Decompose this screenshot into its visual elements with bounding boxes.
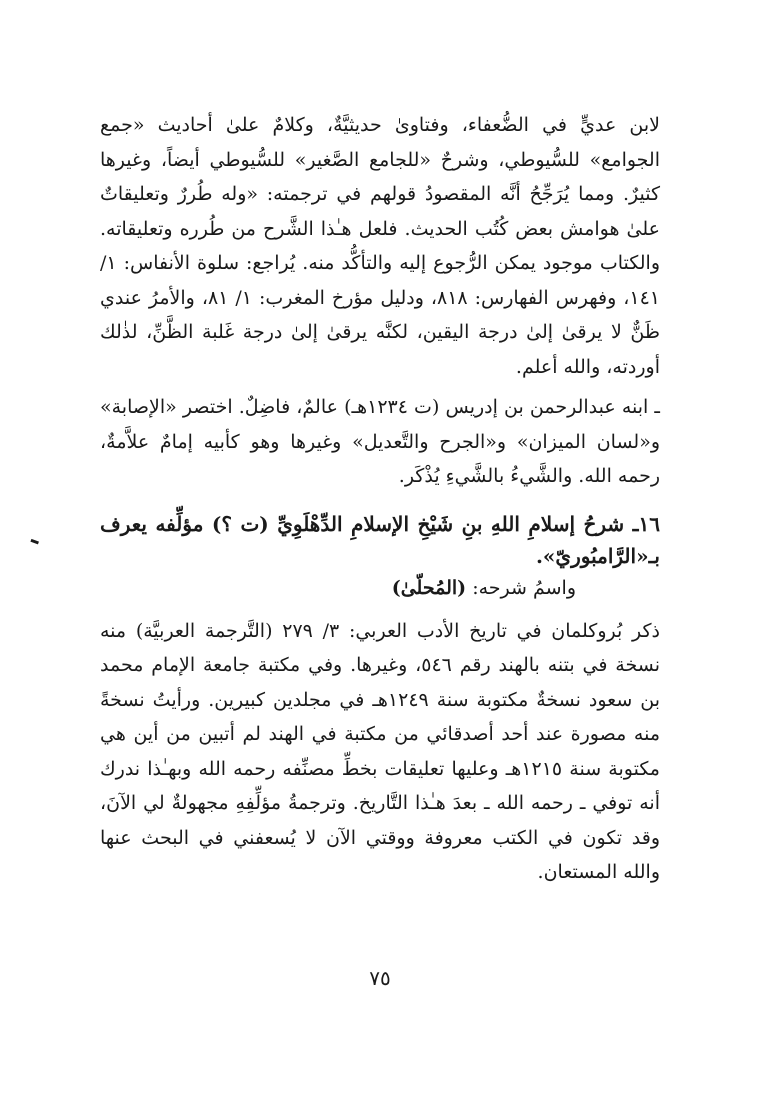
entry-subtitle-prefix: واسمُ شرحه: (472, 576, 576, 599)
paragraph-son-note: ـ ابنه عبدالرحمن بن إدريس (ت ١٢٣٤هـ) عالمٌ، فاضِلٌ. اختصر «الإصابة» و«لسان الميزان» و«الجرح والتَّعديل» وغيرها وهو كأبيه إمامٌ علاَّمةٌ، رحمه الله. والشَّيءُ بالشَّيءِ يُذْكَر. (100, 396, 660, 487)
paragraph-brockelmann: ذكر بُروكلمان في تاريخ الأدب العربي: ٣/ ٢٧٩ (التَّرجمة العربيَّة) منه نسخة في بتنه بالهند رقم ٥٤٦، وغيرها. وفي مكتبة جامعة الإمام محمد بن سعود نسخةٌ مكتوبة سنة ١٢٤٩هـ في مجلدين كبيرين. ورأيتُ نسخةً منه مصورة عند أحد أصدقائي من مكتبة في الهند لم أتبين من أين هي مكتوبة سنة ١٢١٥هـ وعليها تعليقات بخطِّ مصنِّفه رحمه الله وبهـٰذا ندرك أنه توفي ـ رحمه الله ـ بعدَ هـٰذا التَّاريخ. وترجمةُ مؤلِّفِهِ مجهولةٌ لي الآنَ، وقد تكون في الكتب معروفة ووقتي الآن لا يُسعفني في البحث عنها والله المستعان. (100, 619, 660, 883)
entry-subtitle (100, 572, 660, 604)
paragraph-continuation: لابن عديٍّ في الضُّعفاء، وفتاوىٰ حديثيَّةٌ، وكلامٌ علىٰ أحاديث «جمع الجوامع» للسُّيوطي، وشرحٌ «للجامع الصَّغير» للسُّيوطي أيضاً، وغيرها كثيرٌ. ومما يُرَجِّحُ أنَّه المقصودُ قولهم في ترجمته: «وله طُررٌ وتعليقاتٌ علىٰ هوامش بعض كُتُب الحديث. فلعل هـٰذا الشَّرح من طُرره وتعليقاته. والكتاب موجود يمكن الرُّجوع إليه والتأكُّد منه. يُراجع: سلوة الأنفاس: ١/ ١٤١، وفهرس الفهارس: ٨١٨، ودليل مؤرخ المغرب: ١/ ٨١، والأمرُ عندي ظَنٌّ لا يرقىٰ إلىٰ درجة اليقين، لكنَّه يرقىٰ إلىٰ درجة غَلبة الظَّنِّ، لذٰلك أوردته، والله أعلم. (100, 114, 660, 378)
margin-mark (29, 539, 39, 548)
page-number: ٧٥ (369, 966, 391, 990)
entry-subtitle-name: (المُحلّىٰ) (391, 576, 467, 599)
page-body (100, 108, 660, 890)
entry-title: ١٦ـ شرحُ إسلامِ اللهِ بنِ شَيْخِ الإسلامِ الدِّهْلَوِيِّ (ت ؟) مؤلِّفه يعرف بـ«الرَّامبُوريّ». (100, 511, 660, 568)
